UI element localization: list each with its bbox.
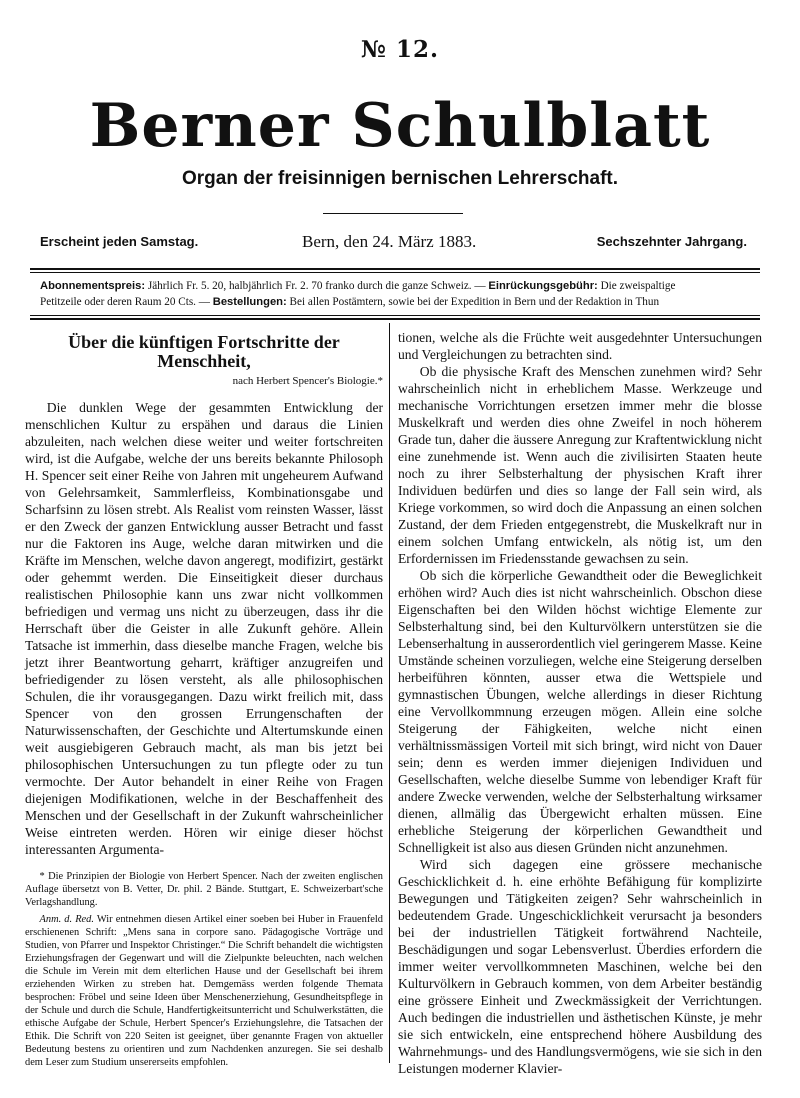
right-column <box>398 329 762 1077</box>
subscription-price-label: Abonnementspreis: <box>40 280 146 292</box>
article-footnote: * Die Prinzipien der Biologie von Herbert Spencer. Nach der zweiten englischen Auflage übersetzt von B. Vetter, Dr. phil. 2 Bände. Stuttgart, E. Schweizerbart'sche Verlagshandlung. <box>25 871 383 908</box>
subscription-line-2 <box>40 294 765 310</box>
article-body-right-p4: Wird sich dagegen eine grössere mechanische Geschicklichkeit d. h. eine erhöhte Befähigung für komplizirte Bewegungen und Tätigkeiten zeigen? Sehr wahrscheinlich in bedeutendem Grade. Ungeschicklichkeit verursacht ja besonders bei der industriellen Tätigkeit fortwährend Nachteile, Beschädigungen und sogar Lebensverlust. Überdies erfordern die immer weiter vervollkommneten Maschinen, welche bei den Kulturvölkern in Gebrauch kommen, von dem Arbeiter beständig eine grössere Einheit und Zweckmässigkeit der Verrichtungen. Auch bedingen die industriellen und ästhetischen Künste, je mehr sie sich entwickeln, eine entsprechend höhere Ausbildung des Wahrnehmungs- und des Handlungsvermögens, wie sie sich in den Leistungen moderner Klavier- <box>398 857 762 1076</box>
article-body-left: Die dunklen Wege der gesammten Entwicklung der menschlichen Kultur zu erspähen und daraus die Linien abzuleiten, nach welchen diese weiter und weiter fortschreiten wird, ist die Aufgabe, welche der uns bereits bekannte Philosoph H. Spencer seit einer Reihe von Jahren mit ungeheurem Aufwand von Gelehrsamkeit, Sammlerfleiss, Kombinationsgabe und Scharfsinn zu lösen strebt. Als Realist vom reinsten Wasser, lässt er den Zweck der ganzen Entwicklung ausser Betracht und fasst nur die Faktoren ins Auge, welche daran mitwirken und die Kräfte im Menschen, welche davon angeregt, modifizirt, gestärkt oder gehemmt werden. Die Einseitigkeit dieser durchaus realistischen Philosophie kann uns zwar nicht vollkommen befriedigen und vermag uns nicht zu überzeugen, dass ihr die Herrschaft über die Geister in alle Zukunft gehöre. Allein Tatsache ist immerhin, dass dieselbe manche Fragen, welche bis jetzt ihrer Beantwortung geharrt, kräftiger anzugreifen und befriedigender zu lösen versteht, als alle philosophischen Schulen, die ihr vorausgegangen. Dazu wirkt freilich mit, dass Spencer von den grossen Errungenschaften der Naturwissenschaften, der Geschichte und Altertumskunde einen weit ausgiebigeren Gebrauch macht, als man bis jetzt bei philosophischen Untersuchungen zu tun pflegte oder zu tun vermochte. Der Autor behandelt in einer Reihe von Fragen diejenigen Modifikationen, welche in der Beschaffenheit des Menschen und der Gesellschaft in der Zukunft wahrscheinlicher Weise eintreten werden. Hören wir einige dieser höchst interessanten Argumenta- <box>25 400 383 857</box>
masthead-title: Berner Schulblatt <box>89 91 711 161</box>
insertion-fee-text: Die zweispaltige <box>597 280 676 292</box>
orders-text: Bei allen Postämtern, sowie bei der Expedition in Bern und der Redaktion in Thun <box>286 296 660 308</box>
header-rule-top-thin <box>30 272 760 273</box>
subscription-price-text: Jährlich Fr. 5. 20, halbjährlich Fr. 2. 70 franko durch die ganze Schweiz. — <box>145 280 489 292</box>
publication-frequency: Erscheint jeden Samstag. <box>40 234 199 249</box>
masthead-subtitle: Organ der freisinnigen bernischen Lehrerschaft. <box>181 168 619 189</box>
subscription-info <box>40 278 765 310</box>
subscription-line-1 <box>40 278 765 294</box>
header-rule-bottom <box>30 318 760 320</box>
column-divider <box>389 323 390 1063</box>
article-byline: nach Herbert Spencer's Biologie.* <box>232 375 383 387</box>
article-body-right-p2: Ob die physische Kraft des Menschen zunehmen wird? Sehr wahrscheinlich nicht in erheblichem Masse. Werkzeuge und mechanische Vorrichtungen ersetzen immer mehr die blosse Muskelkraft und werden dies ohne Zweifel in noch höherem Grade tun, daher die äussere Anregung zur Kraftentwicklung nicht eine zunehmende ist. Wenn auch die zivilisirten Staaten heute noch zu ihrer Selbsterhaltung der physischen Kraft ihrer Individuen bedürfen und dies so lange der Fall sein wird, als Kriege vorkommen, so wird doch die Anpassung an einen solchen Zustand, der dem Frieden entgegenstrebt, die Muskelkraft nur in einem solchen Umfang entwickeln, als nötig ist, um den Erfordernissen im Friedensstande gewachsen zu sein. <box>398 364 762 566</box>
insertion-fee-label: Einrückungsgebühr: <box>488 280 598 292</box>
insertion-fee-text-cont: Petitzeile oder deren Raum 20 Cts. — <box>40 296 213 308</box>
footnote-spacer <box>25 858 383 870</box>
volume-year: Sechszehnter Jahrgang. <box>596 234 747 249</box>
header-rule-bottom-thin <box>30 315 760 316</box>
editor-note-text: Wir entnehmen diesen Artikel einer soeben bei Huber in Frauenfeld erschienenen Schrift: „Mens sana in corpore sano. Pädagogische Vorträge und Studien, von Pfarrer und Inspektor Christinger.“ Die Schrift behandelt die wichtigsten Erziehungsfragen der Gegenwart und will die Zielpunkte beleuchten, nach welchen die Schule im Verein mit dem elterlichen Hause und der Gesellschaft bei ihrem erziehenden Wirken zu streben hat. Demgemäss werden folgende Themata besprochen: Fröbel und seine Ideen über Menschenerziehung, Gesundheitspflege in der Schule und durch die Schule, Handfertigkeitsunterricht und Schulwerkstätten, die ethische Aufgabe der Schule, Herbert Spencer's Erziehungslehre, die Tatsachen der Ethik. Die Schrift von 220 Seiten ist geeignet, über genannte Fragen von aktueller Bedeutung bestens zu orientiren und zum Nachdenken anzuregen. Sie sei deshalb dem Leser zum Studium unsererseits empfohlen. <box>25 914 383 1068</box>
issue-number: № 12. <box>360 36 440 63</box>
article-body-right-p3: Ob sich die körperliche Gewandtheit oder die Beweglichkeit erhöhen wird? Auch dies ist nicht wahrscheinlich. Obschon diese Eigenschaften bei den Wilden höchst wichtige Elemente zur Selbsterhaltung sind, bei den Kulturvölkern unterstützen sie die Lebenserhaltung in ausserordentlich viel geringerem Masse. Keine Umstände scheinen vorzuliegen, welche eine Steigerung derselben herbeiführen könnten, ausser etwa die Wettspiele und gymnastischen Übungen, welche allerdings in dieser Richtung eine Vervollkommnung erzeugen mögen. Allein eine solche Steigerung der Fähigkeiten, welche nicht einen verhältnissmässigen Vorteil mit sich bringt, wird nicht von Dauer sein; denn es werden immer diejenigen Individuen und Gesellschaften, welche dieselbe Summe von lebendiger Kraft für andere Zwecke verwenden, welche der Selbsterhaltung wirksamer dienen, allmälig das Übergewicht erhalten müssen. Eine erhebliche Steigerung der körperlichen Gewandtheit und Schnelligkeit ist also aus diesen Gründen nicht anzunehmen. <box>398 568 762 855</box>
article-body-right-p1: tionen, welche als die Früchte weit ausgedehnter Untersuchungen und Vergleichungen zu betrachten sind. <box>398 330 762 362</box>
editor-note-label: Anm. d. Red. <box>39 914 94 925</box>
left-column <box>25 333 383 1069</box>
issue-date: Bern, den 24. März 1883. <box>302 232 477 251</box>
masthead-divider <box>323 213 463 214</box>
dateline <box>40 233 765 255</box>
header-rule-top <box>30 268 760 270</box>
editor-note <box>25 913 383 1069</box>
article-title: Über die künftigen Fortschritte der Menschheit, <box>68 332 340 371</box>
orders-label: Bestellungen: <box>212 296 287 308</box>
